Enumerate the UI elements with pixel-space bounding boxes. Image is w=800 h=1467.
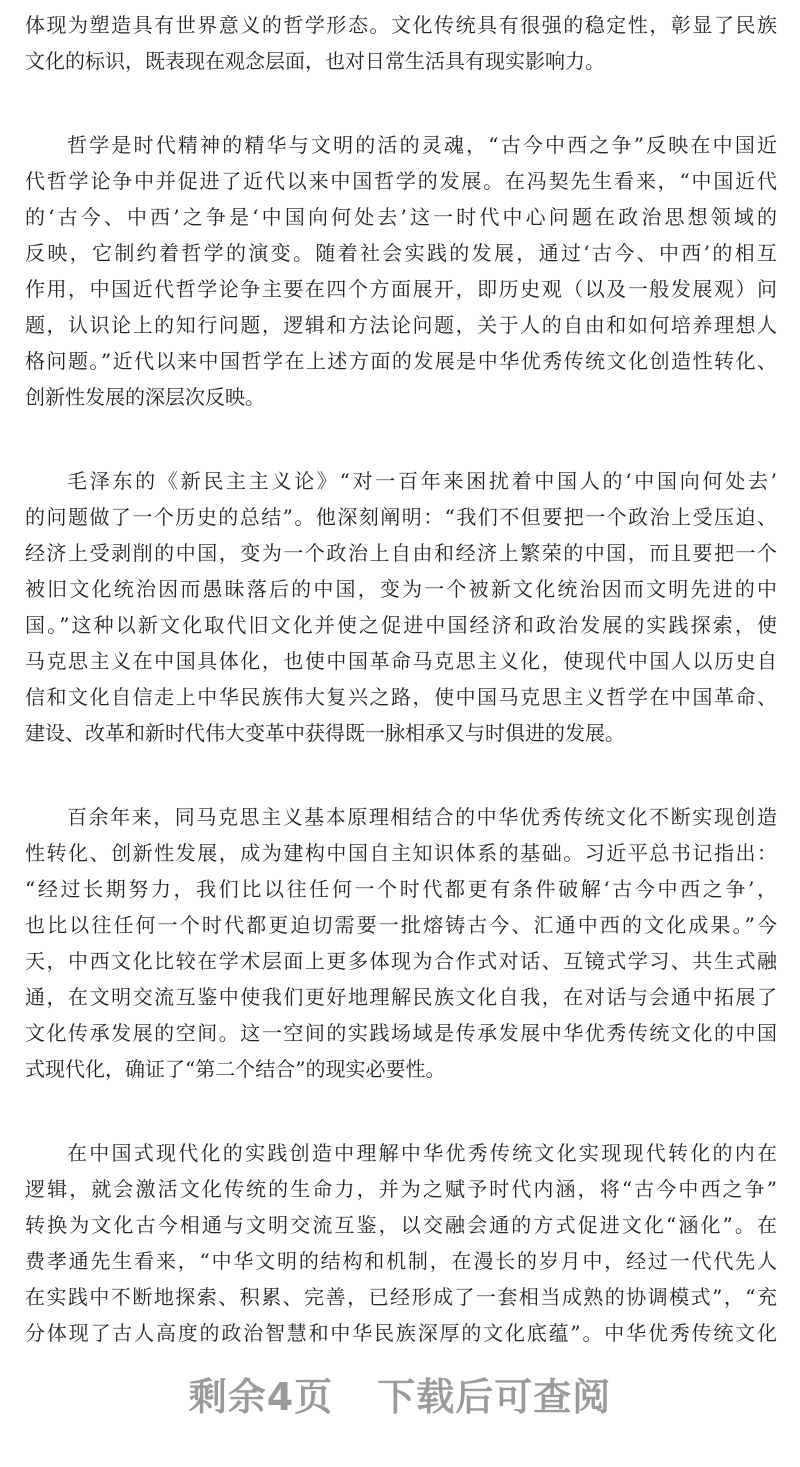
text-line: 创新性发展的深层次反映。 [25, 385, 265, 409]
text-line: 文化的标识，既表现在观念层面，也对日常生活具有现实影响力。 [25, 49, 605, 73]
text-line: 分体现了古人高度的政治智慧和中华民族深厚的文化底蕴”。中华优秀传统文化 [25, 1321, 777, 1345]
paragraph [25, 7, 777, 79]
text-line: 被旧文化统治因而愚昧落后的中国，变为一个被新文化统治因而文明先进的中 [25, 577, 777, 601]
text-line: 代哲学论争中并促进了近代以来中国哲学的发展。在冯契先生看来，“中国近代 [25, 169, 777, 193]
download-to-view-text: 下载后可查阅 [377, 1375, 612, 1419]
text-line: 天，中西文化比较在学术层面上更多体现为合作式对话、互镜式学习、共生式融 [25, 949, 777, 973]
remaining-pages-text: 剩余4页 [188, 1375, 334, 1419]
text-line: 建设、改革和新时代伟大变革中获得既一脉相承又与时俱进的发展。 [25, 721, 625, 745]
text-line: 哲学是时代精神的精华与文明的活的灵魂，“古今中西之争”反映在中国近 [67, 133, 777, 157]
paragraph [25, 463, 777, 751]
text-line: 在实践中不断地探索、积累、完善，已经形成了一套相当成熟的协调模式”，“充 [25, 1285, 777, 1309]
text-line: 毛泽东的《新民主主义论》“对一百年来困扰着中国人的‘中国向何处去’ [67, 469, 777, 493]
text-line: 的问题做了一个历史的总结”。他深刻阐明：“我们不但要把一个政治上受压迫、 [25, 505, 777, 529]
document-body [25, 7, 777, 1399]
text-line: 逻辑，就会激活文化传统的生命力，并为之赋予时代内涵，将“古今中西之争” [25, 1177, 777, 1201]
text-line: 格问题。”近代以来中国哲学在上述方面的发展是中华优秀传统文化创造性转化、 [25, 349, 777, 373]
text-line: 马克思主义在中国具体化，也使中国革命马克思主义化，使现代中国人以历史自 [25, 649, 777, 673]
text-line: 也比以往任何一个时代都更迫切需要一批熔铸古今、汇通中西的文化成果。”今 [25, 913, 777, 937]
text-line: 性转化、创新性发展，成为建构中国自主知识体系的基础。习近平总书记指出： [25, 841, 777, 865]
text-line: 经济上受剥削的中国，变为一个政治上自由和经济上繁荣的中国，而且要把一个 [25, 541, 777, 565]
text-line: 百余年来，同马克思主义基本原理相结合的中华优秀传统文化不断实现创造 [67, 805, 777, 829]
text-line: 题，认识论上的知行问题，逻辑和方法论问题，关于人的自由和如何培养理想人 [25, 313, 777, 337]
text-line: 的‘古今、中西’之争是‘中国向何处去’这一时代中心问题在政治思想领域的 [25, 205, 777, 229]
text-line: 国。”这种以新文化取代旧文化并使之促进中国经济和政治发展的实践探索，使 [25, 613, 777, 637]
download-prompt[interactable] [0, 1366, 800, 1421]
text-line: 体现为塑造具有世界意义的哲学形态。文化传统具有很强的稳定性，彰显了民族 [25, 13, 777, 37]
text-line: “经过长期努力，我们比以往任何一个时代都更有条件破解‘古今中西之争’， [25, 877, 777, 901]
text-line: 式现代化，确证了“第二个结合”的现实必要性。 [25, 1057, 446, 1081]
paragraph [25, 1135, 777, 1351]
text-line: 费孝通先生看来，“中华文明的结构和机制，在漫长的岁月中，经过一代代先人 [25, 1249, 777, 1273]
paragraph [25, 799, 777, 1087]
text-line: 在中国式现代化的实践创造中理解中华优秀传统文化实现现代转化的内在 [67, 1141, 777, 1165]
text-line: 作用，中国近代哲学论争主要在四个方面展开，即历史观（以及一般发展观）问 [25, 277, 777, 301]
text-line: 反映，它制约着哲学的演变。随着社会实践的发展，通过‘古今、中西’的相互 [25, 241, 777, 265]
text-line: 转换为文化古今相通与文明交流互鉴，以交融会通的方式促进文化“涵化”。在 [25, 1213, 777, 1237]
text-line: 信和文化自信走上中华民族伟大复兴之路，使中国马克思主义哲学在中国革命、 [25, 685, 777, 709]
paragraph [25, 127, 777, 415]
text-line: 文化传承发展的空间。这一空间的实践场域是传承发展中华优秀传统文化的中国 [25, 1021, 777, 1045]
text-line: 通，在文明交流互鉴中使我们更好地理解民族文化自我，在对话与会通中拓展了 [25, 985, 777, 1009]
